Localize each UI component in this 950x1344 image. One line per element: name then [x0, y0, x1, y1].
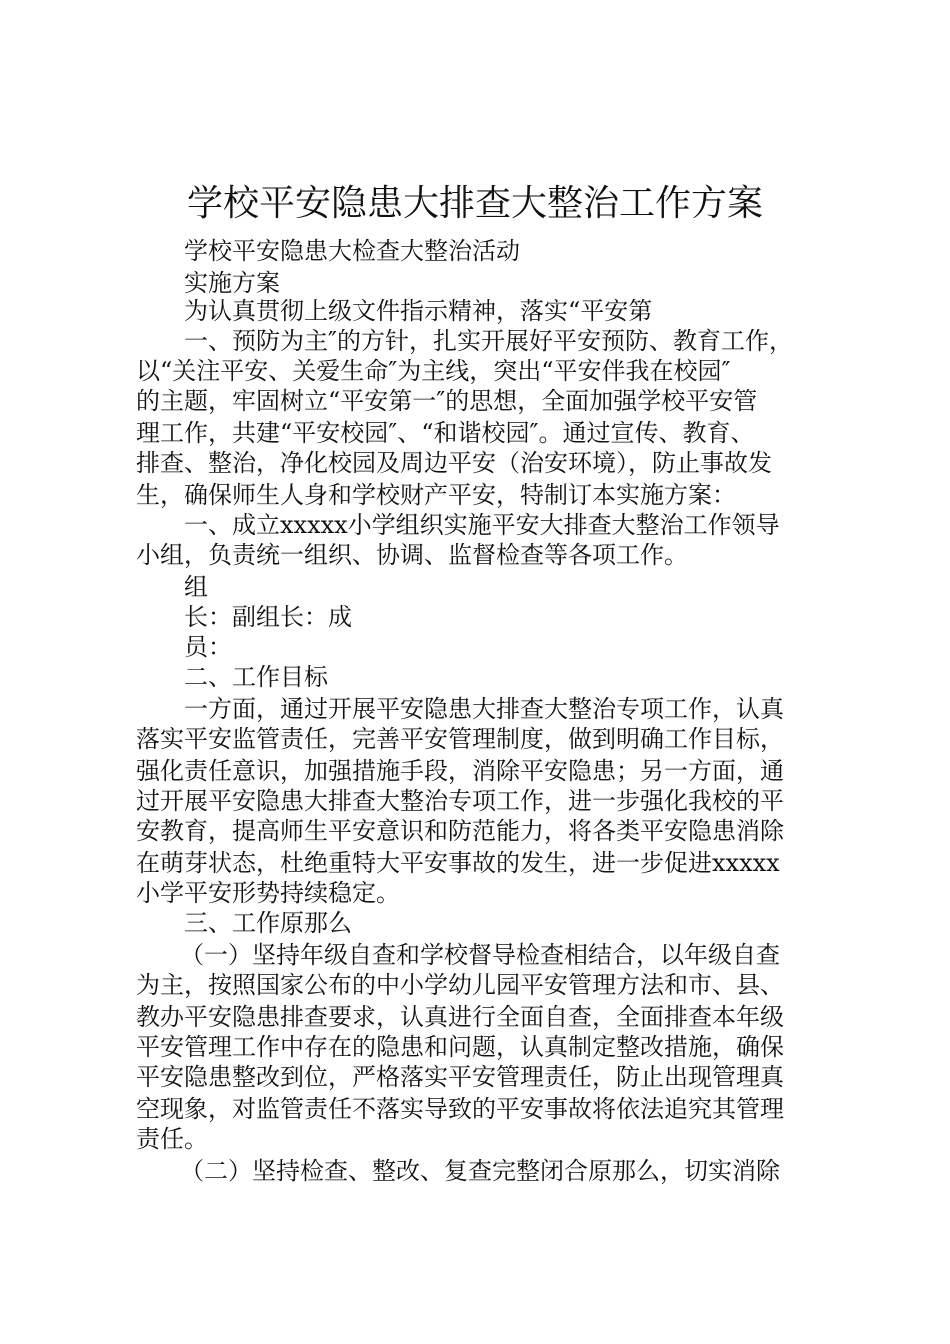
paragraph-line: 组 [184, 573, 208, 601]
paragraph-line: 安教育，提高师生平安意识和防范能力，将各类平安隐患消除 [136, 817, 784, 845]
document-title: 学校平安隐患大排查大整治工作方案 [186, 183, 763, 224]
paragraph-line: 过开展平安隐患大排查大整治专项工作，进一步强化我校的平 [136, 787, 784, 815]
paragraph-line: 一、预防为主″的方针，扎实开展好平安预防、教育工作， [184, 327, 793, 355]
paragraph-line: 落实平安监管责任，完善平安管理制度，做到明确工作目标， [136, 725, 784, 753]
paragraph-line: 理工作，共建“平安校园″、“和谐校园″。通过宣传、教育、 [136, 419, 755, 447]
section-heading: 二、工作目标 [184, 663, 328, 691]
paragraph-line: 强化责任意识，加强措施手段，消除平安隐患；另一方面，通 [136, 757, 784, 785]
paragraph-line: 的主题，牢固树立“平安第一″的思想，全面加强学校平安管 [136, 387, 758, 415]
paragraph-line: （一）坚持年级自查和学校督导检查相结合，以年级自查 [180, 941, 780, 969]
paragraph-line: 小组，负责统一组织、协调、监督检查等各项工作。 [136, 541, 688, 569]
paragraph-line: 责任。 [136, 1125, 208, 1153]
paragraph-line: 实施方案 [184, 269, 280, 297]
paragraph-line: 学校平安隐患大检查大整治活动 [184, 237, 520, 265]
paragraph-line: 一、成立xxxxx小学组织实施平安大排查大整治工作领导 [184, 511, 780, 539]
paragraph-line: 长：副组长：成 [184, 603, 352, 631]
paragraph-line: 为主，按照国家公布的中小学幼儿园平安管理方法和市、县、 [136, 971, 784, 999]
paragraph-line: 排查、整治，净化校园及周边平安（治安环境），防止事故发 [136, 449, 772, 477]
paragraph-line: 一方面，通过开展平安隐患大排查大整治专项工作，认真 [184, 695, 784, 723]
paragraph-line: 教办平安隐患排查要求，认真进行全面自查，全面排查本年级 [136, 1003, 784, 1031]
paragraph-line: 员： [184, 633, 232, 661]
section-heading: 三、工作原那么 [184, 909, 352, 937]
paragraph-line: 为认真贯彻上级文件指示精神，落实“平安第 [184, 297, 653, 325]
paragraph-line: 空现象，对监管责任不落实导致的平安事故将依法追究其管理 [136, 1095, 784, 1123]
paragraph-line: 平安隐患整改到位，严格落实平安管理责任，防止出现管理真 [136, 1063, 784, 1091]
paragraph-line: 以“关注平安、关爱生命″为主线，突出“平安伴我在校园″ [136, 357, 731, 385]
paragraph-line: 生，确保师生人身和学校财产平安，特制订本实施方案： [136, 481, 736, 509]
paragraph-line: 小学平安形势持续稳定。 [136, 879, 400, 907]
paragraph-line: 平安管理工作中存在的隐患和问题，认真制定整改措施，确保 [136, 1033, 784, 1061]
paragraph-line: 在萌芽状态，杜绝重特大平安事故的发生，进一步促进xxxxx [136, 849, 780, 877]
paragraph-line: （二）坚持检查、整改、复查完整闭合原那么，切实消除 [180, 1157, 780, 1185]
